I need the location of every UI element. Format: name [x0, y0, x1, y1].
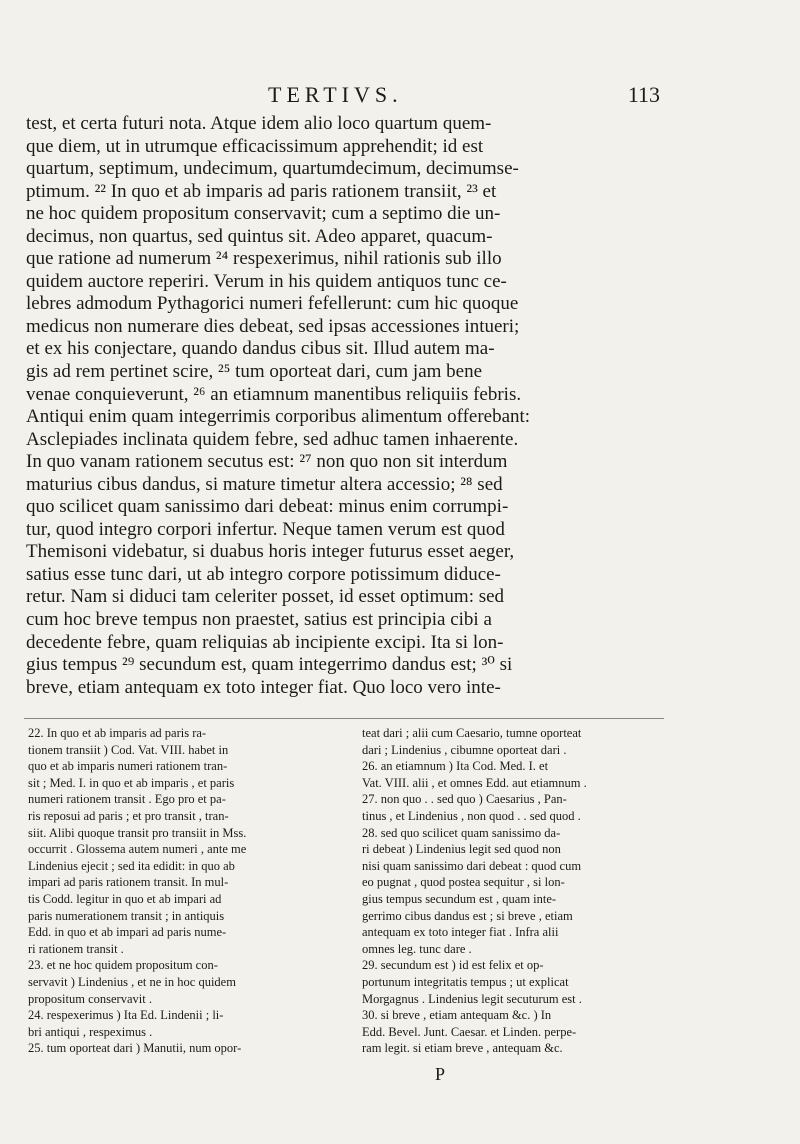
footnote-line: 26. an etiamnum ) Ita Cod. Med. I. et: [362, 759, 549, 774]
footnote-line: propositum conservavit .: [28, 991, 152, 1006]
footnote-line: siit. Alibi quoque transit pro transiit in Mss.: [28, 825, 247, 840]
footnote-line: 23. et ne hoc quidem propositum con-: [28, 958, 218, 973]
text-line: ptimum. ²² In quo et ab imparis ad paris rationem transiit, ²³ et: [26, 180, 497, 202]
text-line: satius esse tunc dari, ut ab integro corpore potissimum diduce-: [26, 563, 501, 585]
page-number: 113: [627, 82, 660, 107]
footnote-line: 30. si breve , etiam antequam &c. ) In: [362, 1008, 552, 1023]
text-line: quo scilicet quam sanissimo dari debeat: minus enim corrumpi-: [26, 496, 509, 518]
text-line: que diem, ut in utrumque efficacissimum apprehendit; id est: [26, 135, 484, 157]
footnote-line: ram legit. si etiam breve , antequam &c.: [362, 1041, 563, 1056]
footnote-line: tionem transiit ) Cod. Vat. VIII. habet in: [28, 742, 229, 757]
footnote-line: ris reposui ad paris ; et pro transit , tran-: [28, 808, 229, 823]
signature-mark: P: [435, 1064, 446, 1084]
footnote-line: tinus , et Lindenius , non quod . . sed quod .: [362, 808, 581, 823]
footnote-line: antequam ex toto integer fiat . Infra alii: [362, 925, 559, 940]
text-line: decimus, non quartus, sed quintus sit. Adeo apparet, quacum-: [26, 225, 493, 247]
footnote-line: gius tempus secundum est , quam inte-: [362, 891, 557, 906]
footnote-line: gerrimo cibus dandus est ; si breve , etiam: [362, 908, 573, 923]
footnote-line: impari ad paris rationem transit. In mul-: [28, 875, 229, 890]
footnotes-right-column: [362, 725, 664, 1057]
text-line: Antiqui enim quam integerrimis corporibus alimentum offerebant:: [26, 406, 531, 428]
footnote-line: Morgagnus . Lindenius legit secuturum est .: [362, 991, 582, 1006]
footnote-line: omnes leg. tunc dare .: [362, 941, 472, 956]
text-line: cum hoc breve tempus non praestet, satius est principia cibi a: [26, 609, 492, 631]
page-header: [20, 82, 660, 112]
footnote-line: dari ; Lindenius , cibumne oporteat dari .: [362, 742, 567, 757]
footnote-line: 22. In quo et ab imparis ad paris ra-: [28, 726, 207, 740]
running-head: TERTIVS.: [268, 82, 403, 107]
footnote-line: 25. tum oporteat dari ) Manutii, num opor-: [28, 1041, 242, 1056]
text-line: In quo vanam rationem secutus est: ²⁷ non quo non sit interdum: [26, 451, 508, 473]
footnote-line: quo et ab imparis numeri rationem tran-: [28, 759, 228, 774]
footnote-line: Edd. in quo et ab impari ad paris nume-: [28, 925, 227, 940]
text-line: Asclepiades inclinata quidem febre, sed adhuc tamen inhaerente.: [26, 428, 519, 450]
footnote-line: nisi quam sanissimo dari debeat : quod cum: [362, 858, 582, 873]
footnotes-left-column: [28, 725, 330, 1057]
text-line: venae conquieverunt, ²⁶ an etiamnum manentibus reliquiis febris.: [26, 383, 522, 405]
footnote-line: servavit ) Lindenius , et ne in hoc quidem: [28, 974, 236, 989]
text-line: tur, quod integro corpori infertur. Neque tamen verum est quod: [26, 518, 505, 540]
footnote-line: tis Codd. legitur in quo et ab impari ad: [28, 891, 222, 906]
footnote-line: 24. respexerimus ) Ita Ed. Lindenii ; li-: [28, 1008, 224, 1023]
text-line: breve, etiam antequam ex toto integer fiat. Quo loco vero inte-: [26, 676, 501, 698]
footnote-line: sit ; Med. I. in quo et ab imparis , et paris: [28, 775, 235, 790]
text-line: gis ad rem pertinet scire, ²⁵ tum oporteat dari, cum jam bene: [26, 361, 483, 383]
text-line: ne hoc quidem propositum conservavit; cum a septimo die un-: [26, 203, 501, 225]
footnote-line: portunum integritatis tempus ; ut explicat: [362, 974, 569, 989]
text-line: retur. Nam si diduci tam celeriter posset, id esset optimum: sed: [26, 586, 505, 608]
text-line: lebres admodum Pythagorici numeri fefellerunt: cum hic quoque: [26, 293, 519, 315]
text-line: decedente febre, quam reliquias ab incipiente excipi. Ita si lon-: [26, 631, 504, 653]
text-line: et ex his conjectare, quando dandus cibus sit. Illud autem ma-: [26, 338, 495, 360]
footnote-line: ri rationem transit .: [28, 941, 124, 956]
footnote-line: Lindenius ejecit ; sed ita edidit: in quo ab: [28, 858, 235, 873]
footnote-line: Vat. VIII. alii , et omnes Edd. aut etiamnum .: [362, 775, 587, 790]
text-line: medicus non numerare dies debeat, sed ipsas accessiones intueri;: [26, 315, 520, 337]
text-line: Themisoni videbatur, si duabus horis integer futurus esset aeger,: [26, 541, 515, 563]
footnote-line: 27. non quo . . sed quo ) Caesarius , Pan-: [362, 792, 567, 807]
footnote-line: Edd. Bevel. Junt. Caesar. et Linden. perpe-: [362, 1024, 577, 1039]
text-line: que ratione ad numerum ²⁴ respexerimus, nihil rationis sub illo: [26, 248, 502, 270]
footnote-line: numeri rationem transit . Ego pro et pa-: [28, 792, 226, 807]
text-line: test, et certa futuri nota. Atque idem alio loco quartum quem-: [26, 113, 492, 134]
footnote-line: ri debeat ) Lindenius legit sed quod non: [362, 842, 561, 857]
footnote-line: paris numerationem transit ; in antiquis: [28, 908, 225, 923]
text-line: gius tempus ²⁹ secundum est, quam integerrimo dandus est; ³⁰ si: [26, 654, 513, 676]
footnote-line: 29. secundum est ) id est felix et op-: [362, 958, 544, 973]
footnote-line: eo pugnat , quod postea sequitur , si lon-: [362, 875, 565, 890]
text-line: quartum, septimum, undecimum, quartumdecimum, decimumse-: [26, 158, 519, 180]
footnote-line: teat dari ; alii cum Caesario, tumne oporteat: [362, 726, 582, 740]
text-line: maturius cibus dandus, si mature timetur altera accessio; ²⁸ sed: [26, 473, 503, 495]
footnote-separator: [24, 718, 664, 719]
text-line: quidem auctore reperiri. Verum in his quidem antiquos tunc ce-: [26, 270, 507, 292]
main-text-block: [26, 113, 656, 699]
footnote-line: 28. sed quo scilicet quam sanissimo da-: [362, 825, 561, 840]
footnote-line: occurrit . Glossema autem numeri , ante me: [28, 842, 247, 857]
footnote-line: bri antiqui , respeximus .: [28, 1024, 153, 1039]
